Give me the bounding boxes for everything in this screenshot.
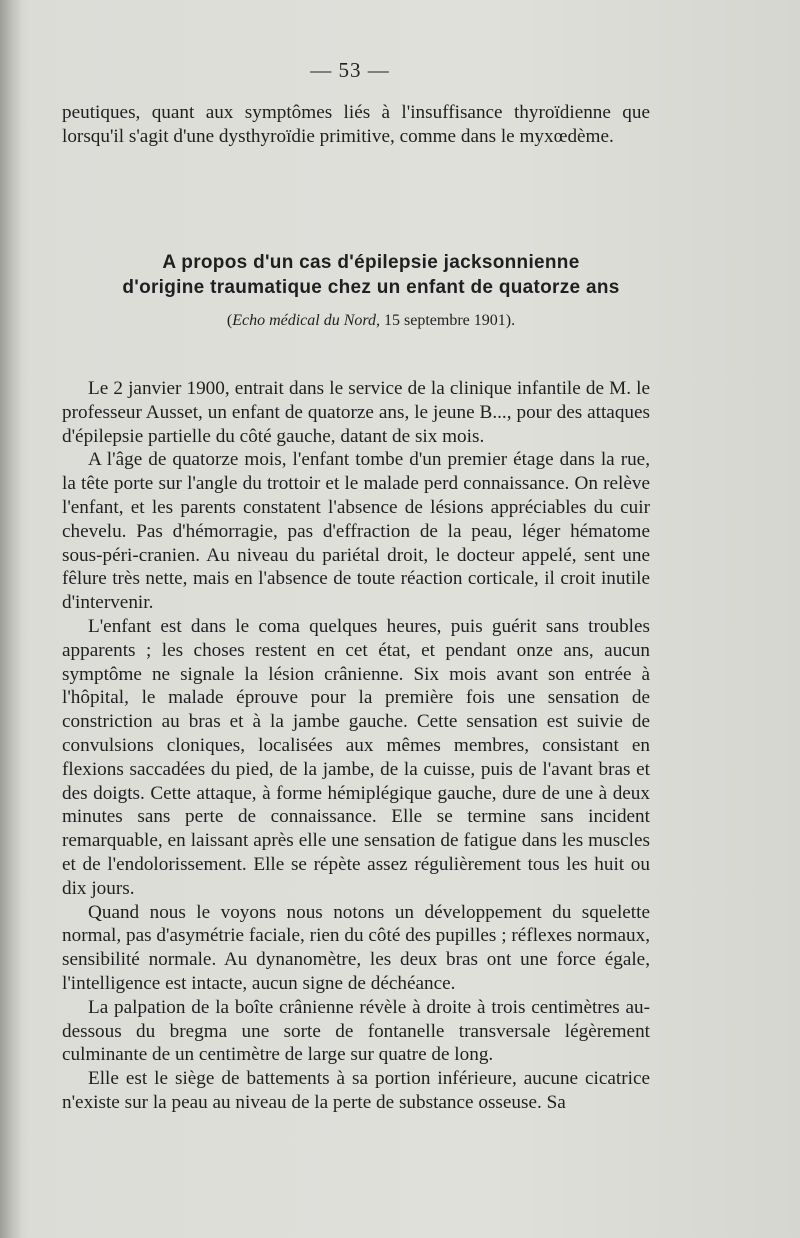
- paragraph-3: L'enfant est dans le coma quelques heures, puis guérit sans troubles apparents ; les choses restent en cet état, et pendant onze ans, aucun symptôme ne signale la lésion crânienne. Six mois avant son entrée à l'hôpital, le malade éprouve pour la première fois une sensation de constriction au bras et à la jambe gauche. Cette sensation est suivie de convulsions cloniques, localisées aux mêmes membres, consistant en flexions saccadées du pied, de la jambe, de la cuisse, puis de l'avant bras et des doigts. Cette attaque, à forme hémiplégique gauche, dure de une à deux minutes sans perte de connaissance. Elle se termine sans incident remarquable, en laissant après elle une sensation de fatigue dans les muscles et de l'endolorissement. Elle se répète assez régulièrement tous les huit ou dix jours.: [62, 615, 650, 899]
- intro-text: peutiques, quant aux symptômes liés à l'insuffisance thyroïdienne que lorsqu'il s'agit d'une dysthyroïdie primitive, comme dans le myxœdème.: [62, 102, 650, 147]
- source-publication: Echo médical du Nord,: [232, 312, 381, 329]
- paragraph-2: A l'âge de quatorze mois, l'enfant tombe d'un premier étage dans la rue, la tête porte sur l'angle du trottoir et le malade perd connaissance. On relève l'enfant, et les parents constatent l'absence de lésions appréciables du cuir chevelu. Pas d'hémorragie, pas d'effraction de la peau, léger hématome sous-péri-cranien. Au niveau du pariétal droit, le docteur appelé, sent une fêlure très nette, mais en l'absence de toute réaction corticale, il croit inutile d'intervenir.: [62, 449, 650, 614]
- paragraph-4: Quand nous le voyons nous notons un développement du squelette normal, pas d'asymétrie faciale, rien du côté des pupilles ; réflexes normaux, sensibilité normale. Au dynanomètre, les deux bras ont une force égale, l'intelligence est intacte, aucun signe de déchéance.: [62, 901, 650, 994]
- article-body: [62, 377, 650, 1115]
- paragraph-6: Elle est le siège de battements à sa portion inférieure, aucune cicatrice n'existe sur la peau au niveau de la perte de substance osseuse. Sa: [62, 1068, 650, 1113]
- source-date: 15 septembre 1901).: [380, 312, 516, 329]
- paragraph-1: Le 2 janvier 1900, entrait dans le service de la clinique infantile de M. le professeur Ausset, un enfant de quatorze ans, le jeune B..., pour des attaques d'épilepsie partielle du côté gauche, datant de six mois.: [62, 378, 650, 447]
- paragraph-5: La palpation de la boîte crânienne révèle à droite à trois centimètres au-dessous du bregma une sorte de fontanelle transversale légèrement culminante de un centimètre de large sur quatre de long.: [62, 996, 650, 1066]
- page-number: — 53 —: [310, 58, 390, 82]
- article-source: [62, 312, 680, 330]
- article-title-line-1: A propos d'un cas d'épilepsie jacksonnienne: [162, 252, 580, 273]
- article-title-line-2: d'origine traumatique chez un enfant de quatorze ans: [122, 277, 620, 298]
- source-open-paren: (: [226, 312, 233, 329]
- binding-shadow: [0, 0, 22, 1238]
- intro-paragraph: [62, 101, 650, 149]
